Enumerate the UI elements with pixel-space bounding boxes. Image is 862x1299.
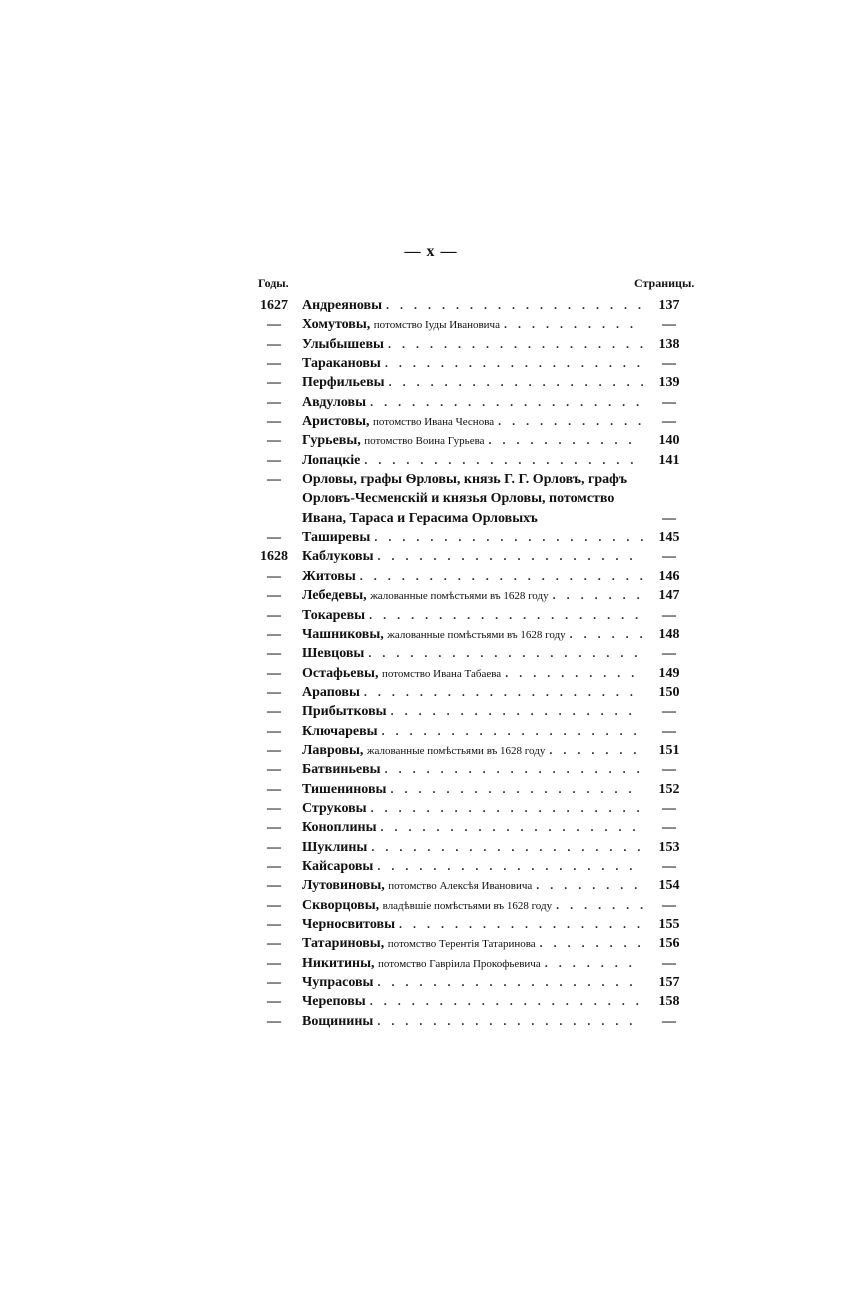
toc-row — [250, 451, 695, 470]
toc-row — [250, 547, 695, 566]
toc-page: 146 — [658, 568, 680, 584]
toc-page: 153 — [658, 839, 680, 855]
toc-page: — — [662, 858, 676, 874]
toc-entry-note: потомство Ивана Табаева — [381, 667, 502, 680]
toc-entry-note: потомство Іуды Ивановича — [373, 319, 500, 332]
toc-year: 1627 — [260, 298, 288, 313]
toc-entry-note: владѣвшіе помѣстьями въ 1628 году — [382, 899, 553, 912]
toc-page: 158 — [658, 994, 680, 1010]
toc-entry — [298, 315, 643, 335]
toc-page: 155 — [658, 917, 680, 932]
dot-leader — [540, 934, 643, 953]
dot-leader — [371, 838, 643, 857]
toc-page: 138 — [658, 336, 680, 352]
toc-entry-name: Остафьевы, — [302, 665, 379, 681]
toc-entry — [298, 296, 643, 315]
toc-entry — [298, 567, 643, 586]
toc-entry — [298, 954, 643, 974]
toc-page: — — [662, 414, 676, 430]
toc-entry — [298, 722, 643, 741]
toc-entry — [298, 586, 643, 606]
toc-entry — [298, 992, 643, 1011]
toc-entry — [298, 896, 643, 916]
dot-leader — [368, 644, 643, 663]
toc-entry-name: Скворцовы, — [302, 897, 380, 913]
toc-year: — — [267, 742, 281, 758]
toc-entry-name: Коноплины — [302, 820, 377, 836]
toc-page: — — [662, 607, 676, 623]
toc-entry-name: Аристовы, — [302, 414, 370, 430]
toc-year: — — [267, 317, 281, 333]
toc-year: — — [267, 917, 281, 932]
dot-leader — [364, 683, 643, 702]
toc-entry-note: потомство Терентія Татаринова — [387, 938, 536, 951]
toc-entry-name: Шевцовы — [302, 646, 365, 662]
toc-row — [250, 470, 695, 528]
toc-entry-name: Житовы — [302, 568, 356, 584]
toc-row — [250, 683, 695, 702]
toc-row — [250, 625, 695, 644]
toc-entry-name: Лебедевы, — [302, 588, 367, 604]
toc-row — [250, 915, 695, 934]
toc-page: — — [662, 820, 676, 836]
toc-entry-name: Кайсаровы — [302, 858, 374, 874]
toc-row — [250, 354, 695, 373]
toc-entry — [298, 393, 643, 412]
dot-leader — [364, 451, 643, 470]
toc-row — [250, 992, 695, 1011]
toc-entry-name: Чашниковы, — [302, 626, 384, 642]
toc-page: 145 — [658, 530, 680, 546]
toc-page: — — [662, 704, 676, 720]
toc-entry — [298, 335, 643, 354]
toc-entry-note: потомство Алексѣя Ивановича — [388, 880, 533, 893]
toc-entry-note: потомство Гавріила Прокофьевича — [378, 957, 541, 970]
toc-entry-name: Улыбышевы — [302, 336, 384, 352]
toc-year: — — [267, 472, 281, 488]
toc-row — [250, 567, 695, 586]
dot-leader — [370, 393, 643, 412]
toc-entry — [298, 973, 643, 992]
dot-leader — [370, 992, 643, 1011]
toc-entry — [298, 780, 643, 799]
toc-row — [250, 973, 695, 992]
toc-page: — — [662, 1013, 676, 1029]
toc-year: — — [267, 414, 281, 430]
toc-page: 152 — [658, 781, 680, 797]
toc-entry-note: потомство Ивана Чеснова — [373, 416, 495, 429]
toc-entry — [298, 412, 643, 432]
toc-row — [250, 644, 695, 663]
dot-leader — [360, 567, 643, 586]
toc-year: — — [267, 994, 281, 1010]
toc-entry-name: Лопацкіе — [302, 452, 361, 468]
toc-page: — — [662, 897, 676, 913]
toc-entry — [298, 857, 643, 876]
toc-entry-name: Араповы — [302, 684, 360, 700]
toc-entry — [298, 683, 643, 702]
toc-entry-name: Вощинины — [302, 1013, 374, 1029]
toc-row — [250, 760, 695, 779]
toc-entry-name: Чупрасовы — [302, 975, 374, 991]
toc-year: — — [267, 839, 281, 855]
dot-leader — [377, 1012, 643, 1031]
toc-page: 150 — [658, 684, 680, 700]
toc-entry-name: Перфильевы — [302, 375, 385, 391]
dot-leader — [369, 606, 643, 625]
toc-entry-note: потомство Воина Гурьева — [364, 435, 485, 448]
toc-entry-name: Ключаревы — [302, 723, 378, 739]
dot-leader — [382, 722, 643, 741]
toc-page: 149 — [658, 665, 680, 681]
toc-entry — [298, 373, 643, 392]
toc-year: — — [267, 781, 281, 797]
dot-leader — [556, 896, 643, 915]
toc-entry-name: Гурьевы, — [302, 433, 361, 449]
toc-page: 137 — [658, 298, 680, 313]
dot-leader — [504, 315, 643, 334]
toc-entry-name: Струковы — [302, 800, 367, 816]
toc-year: — — [267, 684, 281, 700]
toc-year: — — [267, 723, 281, 739]
toc-entry-name: Череповы — [302, 994, 366, 1010]
toc-entry — [298, 741, 643, 761]
toc-year: — — [267, 588, 281, 604]
toc-year: — — [267, 665, 281, 681]
toc-year: — — [267, 820, 281, 836]
toc-entry — [298, 799, 643, 818]
toc-row — [250, 606, 695, 625]
toc-entry — [298, 354, 643, 373]
toc-page: 156 — [658, 936, 680, 952]
toc-row — [250, 702, 695, 721]
toc-page: 148 — [658, 626, 680, 642]
dot-leader — [553, 586, 643, 605]
toc-entry-name: Токаревы — [302, 607, 366, 623]
toc-page: — — [662, 394, 676, 410]
table-of-contents — [250, 296, 695, 1031]
toc-row — [250, 528, 695, 547]
toc-entry — [298, 644, 643, 663]
toc-entry-name: Андреяновы — [302, 298, 383, 313]
dot-leader — [390, 780, 643, 799]
toc-page: — — [662, 723, 676, 739]
toc-row — [250, 1012, 695, 1031]
dot-leader — [377, 857, 643, 876]
toc-page: 139 — [658, 375, 680, 391]
toc-year: — — [267, 530, 281, 546]
toc-year: — — [267, 452, 281, 468]
toc-page: — — [662, 549, 676, 565]
toc-page: — — [662, 646, 676, 662]
toc-entry — [298, 625, 643, 645]
dot-leader — [389, 373, 643, 392]
toc-row — [250, 838, 695, 857]
toc-row — [250, 586, 695, 605]
dot-leader — [371, 799, 643, 818]
toc-year: — — [267, 1013, 281, 1029]
toc-row — [250, 296, 695, 315]
toc-year: — — [267, 975, 281, 991]
toc-year: — — [267, 626, 281, 642]
toc-entry-name: Прибытковы — [302, 704, 387, 720]
toc-page: — — [662, 762, 676, 778]
toc-year: — — [267, 858, 281, 874]
toc-year: — — [267, 878, 281, 894]
dot-leader — [570, 625, 643, 644]
toc-row — [250, 896, 695, 915]
toc-entry-name: Хомутовы, — [302, 317, 371, 333]
toc-entry-name: Шуклины — [302, 839, 368, 855]
toc-page: 151 — [658, 742, 680, 758]
toc-row — [250, 393, 695, 412]
toc-page: 154 — [658, 878, 680, 894]
toc-entry-name: Тишениновы — [302, 781, 387, 797]
toc-entry-name: Никитины, — [302, 955, 375, 971]
toc-year: — — [267, 955, 281, 971]
toc-entry-name: Таширевы — [302, 530, 371, 546]
toc-entry — [298, 838, 643, 857]
toc-entry-name: Черносвитовы — [302, 917, 396, 932]
dot-leader — [385, 760, 643, 779]
toc-entry-line: Орловы, графы Ѳрловы, князь Г. Г. Орловъ, графъ — [302, 472, 628, 488]
toc-page: — — [662, 356, 676, 372]
toc-year: — — [267, 356, 281, 372]
dot-leader — [536, 876, 643, 895]
toc-row — [250, 799, 695, 818]
toc-year: — — [267, 704, 281, 720]
toc-page: — — [662, 800, 676, 816]
toc-entry-name: Татариновы, — [302, 936, 385, 952]
toc-entry — [298, 431, 643, 451]
toc-row — [250, 741, 695, 760]
toc-row — [250, 412, 695, 431]
toc-row — [250, 722, 695, 741]
dot-leader — [498, 412, 643, 431]
toc-row — [250, 818, 695, 837]
toc-entry-line: Орловъ-Чесменскій и князья Орловы, потомство — [302, 491, 615, 507]
dot-leader — [545, 954, 643, 973]
toc-year: 1628 — [260, 549, 288, 565]
toc-page: 140 — [658, 433, 680, 449]
toc-row — [250, 876, 695, 895]
toc-entry — [298, 934, 643, 954]
toc-entry-line: Ивана, Тараса и Герасима Орловыхъ — [302, 510, 538, 526]
dot-leader — [505, 664, 643, 683]
toc-entry — [298, 876, 643, 896]
toc-entry — [298, 664, 643, 684]
toc-page: — — [662, 510, 676, 526]
dot-leader — [489, 431, 643, 450]
toc-entry — [298, 1012, 643, 1031]
dot-leader — [391, 702, 643, 721]
toc-page: 141 — [658, 452, 680, 468]
dot-leader — [377, 973, 643, 992]
toc-page: — — [662, 317, 676, 333]
toc-entry — [298, 606, 643, 625]
pages-column-header: Страницы. — [634, 276, 695, 290]
dot-leader — [374, 528, 643, 547]
dot-leader — [549, 741, 643, 760]
toc-row — [250, 954, 695, 973]
toc-entry — [298, 451, 643, 470]
toc-year: — — [267, 897, 281, 913]
toc-entry-name: Лутовиновы, — [302, 878, 385, 894]
toc-entry-note: жалованные помѣстьями въ 1628 году — [370, 590, 549, 603]
toc-year: — — [267, 336, 281, 352]
toc-row — [250, 934, 695, 953]
toc-entry — [298, 470, 643, 528]
toc-entry — [298, 547, 643, 566]
toc-row — [250, 315, 695, 334]
dot-leader — [399, 915, 643, 934]
toc-year: — — [267, 433, 281, 449]
toc-year: — — [267, 375, 281, 391]
toc-row — [250, 431, 695, 450]
toc-row — [250, 664, 695, 683]
toc-entry — [298, 818, 643, 837]
toc-year: — — [267, 800, 281, 816]
toc-entry-name: Батвиньевы — [302, 762, 381, 778]
toc-entry-name: Авдуловы — [302, 394, 367, 410]
toc-entry-note: жалованные помѣстьями въ 1628 году — [387, 628, 566, 641]
dot-leader — [381, 818, 643, 837]
toc-page: 157 — [658, 975, 680, 991]
page-number: — x — — [404, 243, 458, 260]
toc-entry — [298, 702, 643, 721]
toc-row — [250, 335, 695, 354]
toc-year: — — [267, 936, 281, 952]
toc-year: — — [267, 646, 281, 662]
toc-page: — — [662, 955, 676, 971]
toc-entry — [298, 915, 643, 934]
toc-row — [250, 780, 695, 799]
toc-entry-note: жалованные помѣстьями въ 1628 году — [366, 744, 546, 757]
years-column-header: Годы. — [258, 276, 289, 290]
toc-page: 147 — [658, 588, 680, 604]
dot-leader — [378, 547, 644, 566]
toc-entry-name: Лавровы, — [302, 742, 364, 758]
toc-year: — — [267, 394, 281, 410]
toc-year: — — [267, 568, 281, 584]
toc-year: — — [267, 762, 281, 778]
toc-entry — [298, 760, 643, 779]
toc-year: — — [267, 607, 281, 623]
toc-row — [250, 857, 695, 876]
dot-leader — [386, 296, 643, 315]
toc-entry — [298, 528, 643, 547]
dot-leader — [388, 335, 643, 354]
dot-leader — [385, 354, 643, 373]
toc-entry-name: Таракановы — [302, 356, 381, 372]
toc-entry-name: Каблуковы — [302, 549, 374, 565]
toc-row — [250, 373, 695, 392]
